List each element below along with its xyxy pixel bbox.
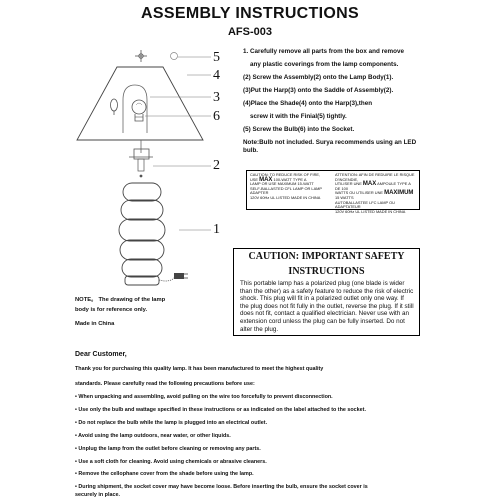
power-cord xyxy=(159,273,188,281)
label-text: WATTS OU UTILISER UNE xyxy=(335,190,383,196)
finial-part xyxy=(135,50,147,62)
finial-cap xyxy=(171,53,178,60)
lamp-body xyxy=(119,183,165,285)
label-text: MAXIMUM xyxy=(384,190,414,197)
model-number: AFS-003 xyxy=(227,26,273,38)
part-number-3: 3 xyxy=(213,90,220,105)
precaution-item-continued: securely in place. xyxy=(75,492,120,498)
label-text: LAMP OR USE MAXIMUM 15-WATT xyxy=(250,181,314,187)
lamp-shade xyxy=(77,67,203,140)
step-line: Note:Bulb not included. Surya recommends using an LED xyxy=(243,139,417,146)
precaution-item: • Do not replace the bulb while the lamp is plugged into an electrical outlet. xyxy=(75,420,268,426)
step-line: bulb. xyxy=(243,147,259,154)
letter-greeting: Dear Customer, xyxy=(75,351,127,358)
label-text: AMPOULE TYPE A DE 100 xyxy=(335,181,411,191)
precaution-item: • Unplug the lamp from the outlet before cleaning or removing any parts. xyxy=(75,446,261,452)
label-text: 120V 60Hz UL LISTED MADE IN CHINA xyxy=(335,208,406,214)
label-text: AUTOBALLASTEE LFC LAMP OU ADAPTATEUR xyxy=(335,199,395,210)
lamp-harp xyxy=(123,85,147,133)
step-line: (2) Screw the Assembly(2) onto the Lamp Body(1). xyxy=(243,74,394,81)
part-number-6: 6 xyxy=(213,109,220,124)
precaution-item: • When unpacking and assembling, avoid pulling on the wire too forcefully to prevent disconnection. xyxy=(75,394,333,400)
part-number-2: 2 xyxy=(213,158,220,173)
label-text: CAUTION: TO REDUCE RISK OF FIRE, xyxy=(250,172,321,177)
drawing-note: body is for reference only. xyxy=(75,307,148,313)
caution-body: This portable lamp has a polarized plug (one blade is wider than the other) as a safety feature to reduce the risk of electric shock. This plug will fit in a polarized outlet only one way. If the plug does not fit fully in the outlet, reverse the plug. If it still does not fit, contact a qualified electrician. Never use with an extension cord unless the plug can be fully inserted. Do not alter the plug. xyxy=(240,280,414,333)
precaution-item: • Use a soft cloth for cleaning. Avoid using chemicals or abrasive cleaners. xyxy=(75,459,267,465)
drawing-note: NOTE。 The drawing of the lamp xyxy=(75,297,166,303)
label-text: ATTENTION: AFIN DE REDUIRE LE RISQUE D'INCENDIE, xyxy=(335,172,415,182)
lamp-diagram xyxy=(75,45,215,295)
precaution-item: • During shipment, the socket cover may have become loose. Before inserting the bulb, ensure the socket cover is xyxy=(75,484,368,490)
precaution-item: • Remove the cellophane cover from the shade before using the lamp. xyxy=(75,471,254,477)
letter-paragraph: standards. Please carefully read the following precautions before use: xyxy=(75,381,255,387)
leader-lines xyxy=(145,57,211,230)
socket-label xyxy=(246,170,420,214)
step-line: any plastic coverings from the lamp components. xyxy=(250,61,399,68)
step-line: (5) Screw the Bulb(6) into the Socket. xyxy=(243,126,355,133)
caution-box xyxy=(233,248,420,336)
document-title: ASSEMBLY INSTRUCTIONS xyxy=(141,5,359,22)
caution-title: CAUTION: IMPORTANT SAFETY xyxy=(248,251,405,262)
label-text: UTILISER UNE xyxy=(335,181,362,187)
label-text: SELF-BALLASTED CFL LAMP OR LAMP ADAPTER xyxy=(250,185,322,196)
part-number-5: 5 xyxy=(213,50,220,65)
assembly-part xyxy=(129,140,153,177)
socket-label-french xyxy=(335,172,417,214)
harp-part xyxy=(111,99,118,115)
precaution-item: • Avoid using the lamp outdoors, near water, or other liquids. xyxy=(75,433,231,439)
label-text: 15 WATTS xyxy=(335,194,354,200)
step-line: (4)Place the Shade(4) onto the Harp(3),then xyxy=(243,100,373,107)
precaution-item: • Use only the bulb and wattage specified in these instructions or as indicated on the label attached to the socket. xyxy=(75,407,366,413)
origin-note: Made in China xyxy=(75,321,115,327)
letter-paragraph: Thank you for purchasing this quality lamp. It has been manufactured to meet the highest quality xyxy=(75,366,324,372)
part-number-1: 1 xyxy=(213,222,220,237)
socket-label-english xyxy=(250,173,332,207)
label-text: 100-WATT TYPE A xyxy=(273,176,307,182)
step-line: 1. Carefully remove all parts from the box and remove xyxy=(243,48,404,55)
part-number-4: 4 xyxy=(213,68,220,83)
bulb-part xyxy=(132,100,146,121)
caution-subtitle: INSTRUCTIONS xyxy=(288,266,365,277)
step-line: (3)Put the Harp(3) onto the Saddle of Assembly(2). xyxy=(243,87,394,94)
label-text: MAX xyxy=(362,181,377,188)
step-line: screw it with the Finial(5) tightly. xyxy=(250,113,347,120)
label-text: MAX xyxy=(259,176,273,183)
label-text: 120V 60Hz UL LISTED MADE IN CHINA xyxy=(250,194,321,200)
label-text: USE xyxy=(250,176,258,182)
